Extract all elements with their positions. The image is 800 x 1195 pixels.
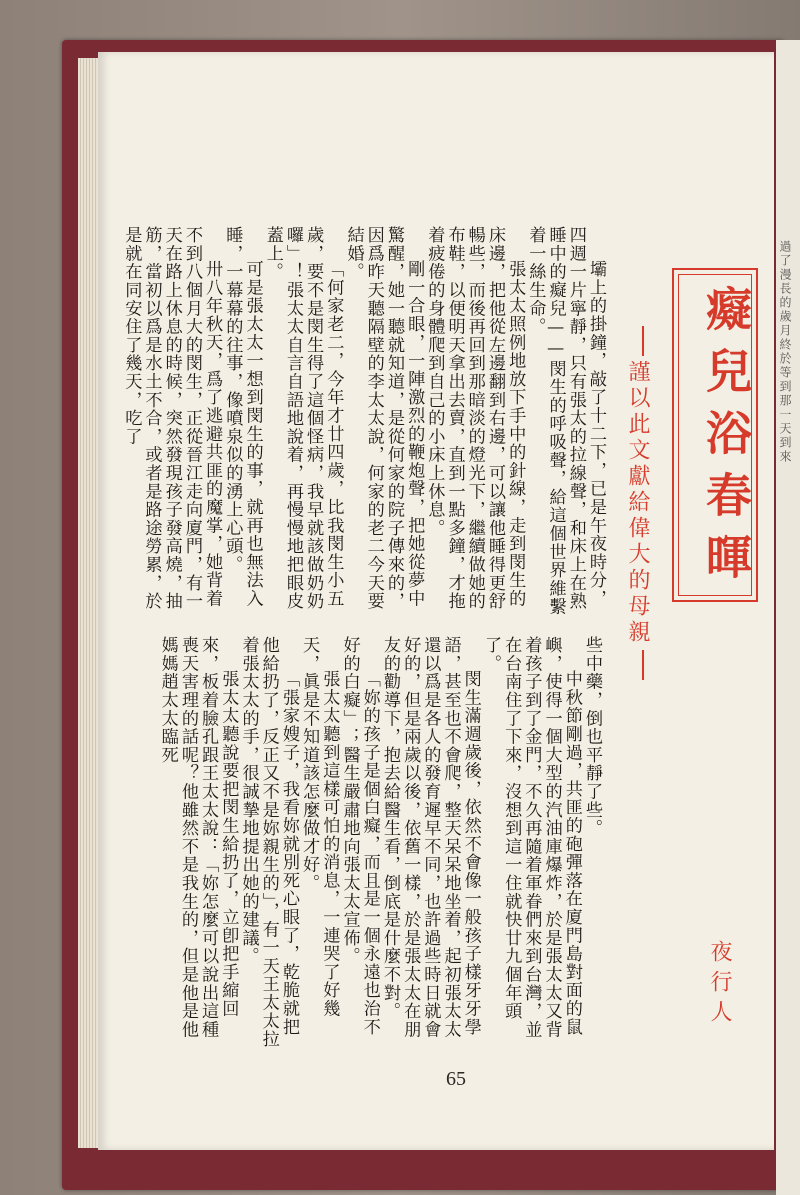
paragraph: 可是張太太一想到閔生的事，就再也無法入睡，一幕幕的往事，像噴泉似的湧上心頭。 [222,226,263,609]
paragraph: 張太太照例地放下手中的針線，走到閔生的床邊，把他從左邊翻到右邊，可以讓他睡得更舒暢些，而後再回到那暗淡的燈光下，繼續做她的布鞋，以便明天拿出去賣，直到一點多鐘，才拖着疲倦的身體爬到自己的小床上休息。 [424,226,526,611]
paragraph: 張太太聽到這樣可怕的消息，一連哭了好幾天，眞是不知道該怎麼做才好。 [299,636,340,1019]
paragraph: 「何家老二，今年才廿四歲，比我閔生小五歲，要不是閔生得了這個怪病，我早就該做奶奶囉」！張太太自言自語地說着，再慢慢地把眼皮蓋上。 [262,226,344,611]
paragraph: 卅八年秋天，爲了逃避共匪的魔掌，她背着不到八個月大的閔生，正從晉江走向廈門，有一天在路上休息的時候，突然發現孩子發高燒，抽筋，當初以爲是水土不合，或者是路途勞累，於是就在同安住了幾天，吃了 [121,226,223,611]
page-number: 65 [446,1068,466,1090]
page-edges [78,58,100,1148]
lower-text-block [157,636,602,1054]
paragraph: 中秋節剛過，共匪的砲彈落在廈門島對面的鼠嶼，使得一個大型的汽油庫爆炸，於是張太太又背着孩子到了金門，不久再隨着軍眷們來到台灣，並在台南住了下來，沒想到這一住就快廿九個年頭了。 [480,636,582,1039]
paragraph: 壩上的掛鐘，敲了十二下，已是午夜時分，四週一片寧靜，只有張太的拉線聲，和床上在熟睡中的癡兒——閔生的呼吸聲，給這個世界維繫着一絲生命。 [525,226,606,616]
paragraph: 張太太聽說要把閔生給扔了，立卽把手縮回來，板着臉孔跟王太太說：「妳怎麼可以說出這種喪天害理的話呢？他雖然不是我生的，但是他是他媽媽趙太太臨死 [157,636,239,1039]
paragraph: 些中藥，倒也平靜了些。 [582,636,602,838]
paragraph: 剛一合眼，一陣激烈的鞭炮聲，把她從夢中驚醒，她一聽就知道，是從何家的院子傳來的，因爲昨天聽隔壁的李太太說，何家的老二今天要結婚。 [343,226,425,611]
paragraph: 「妳的孩子是個白癡，而且是一個永遠也治不好的白癡」；醫生嚴肅地向張太太宣佈。 [339,636,380,1037]
author-name: 夜行人 [707,940,732,1030]
article-title: 癡兒浴春暉 [699,285,753,595]
paragraph: 閔生滿週歲後，依然不會像一般孩子樣牙牙學語，甚至也不會爬，整天呆呆地坐着，起初張太太還以爲是各人的發育遲早不同，也許過些時日就會好的，但是兩歲以後，依舊一樣，於是張太太在朋友的勸導下，抱去給醫生看，倒底是什麼不對。 [379,636,481,1039]
next-page-edge [776,40,800,1195]
upper-text-block [121,226,606,618]
next-page-text: 過了漫長的歲月終於等到那一天到來 [778,240,792,464]
dedication: 謹以此文獻給偉大的母親 [622,322,653,684]
paragraph: 「張家嫂子，我看妳就別死心眼了，乾脆就把他給扔了，反正又不是妳親生的」，有一天王太太拉着張太太的手，很誠摯地提出她的建議。 [238,636,299,1049]
